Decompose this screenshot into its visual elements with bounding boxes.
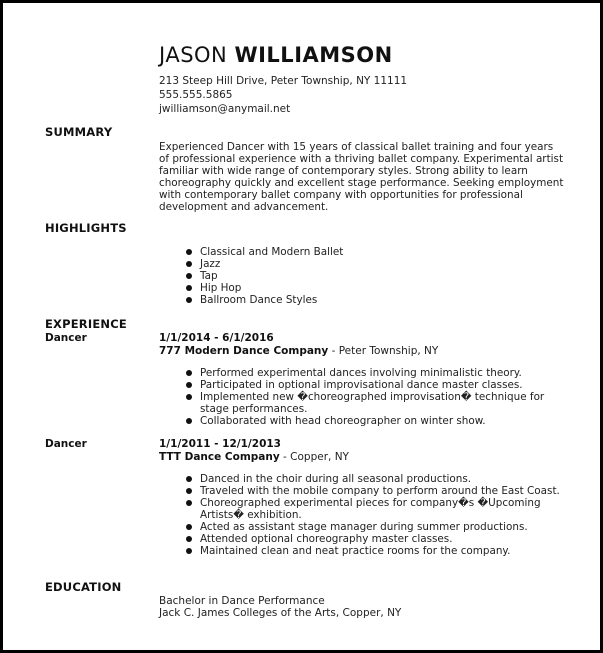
highlights-heading: HIGHLIGHTS (45, 221, 127, 235)
company-name: TTT Dance Company (159, 451, 280, 463)
summary-text: Experienced Dancer with 15 years of classical ballet training and four years of professional experience with a thriving ballet company. Experimental artist familiar with wide range of contemporary styles. Strong ability to learn choreography quickly and excellent stage performance. Seeking employment with contemporary ballet company with opportunities for professional development and advancement. (159, 141, 564, 213)
company-location: - Copper, NY (279, 451, 349, 463)
job-dates: 1/1/2011 - 12/1/2013 (159, 438, 281, 450)
list-item: Attended optional choreography master classes. (186, 533, 566, 545)
job-employer (159, 451, 349, 463)
job-dates: 1/1/2014 - 6/1/2016 (159, 332, 274, 344)
first-name: JASON (159, 43, 228, 67)
list-item: Implemented new �choreographed improvisation� technique for stage performances. (186, 391, 566, 415)
list-item: Hip Hop (186, 282, 566, 294)
job-employer (159, 345, 438, 357)
company-name: 777 Modern Dance Company (159, 345, 329, 357)
list-item: Danced in the choir during all seasonal productions. (186, 473, 566, 485)
list-item: Collaborated with head choreographer on winter show. (186, 415, 566, 427)
job-title: Dancer (45, 332, 87, 344)
experience-heading: EXPERIENCE (45, 317, 127, 331)
education-heading: EDUCATION (45, 580, 122, 594)
school: Jack C. James Colleges of the Arts, Copper, NY (159, 607, 402, 619)
company-location: - Peter Township, NY (328, 345, 439, 357)
degree: Bachelor in Dance Performance (159, 595, 325, 607)
list-item: Performed experimental dances involving minimalistic theory. (186, 367, 566, 379)
list-item: Participated in optional improvisational dance master classes. (186, 379, 566, 391)
list-item: Tap (186, 270, 566, 282)
last-name: WILLIAMSON (234, 43, 393, 67)
job-duties-list (186, 473, 566, 557)
summary-heading: SUMMARY (45, 125, 113, 139)
address: 213 Steep Hill Drive, Peter Township, NY 11111 (159, 75, 408, 87)
highlights-list (186, 246, 566, 306)
job-title: Dancer (45, 438, 87, 450)
job-duties-list (186, 367, 566, 427)
phone: 555.555.5865 (159, 89, 233, 101)
list-item: Maintained clean and neat practice rooms for the company. (186, 545, 566, 557)
list-item: Jazz (186, 258, 566, 270)
list-item: Acted as assistant stage manager during summer productions. (186, 521, 566, 533)
list-item: Choreographed experimental pieces for company�s �Upcoming Artists� exhibition. (186, 497, 566, 521)
list-item: Traveled with the mobile company to perform around the East Coast. (186, 485, 566, 497)
email: jwilliamson@anymail.net (159, 103, 291, 115)
list-item: Classical and Modern Ballet (186, 246, 566, 258)
candidate-name (159, 43, 393, 67)
list-item: Ballroom Dance Styles (186, 294, 566, 306)
